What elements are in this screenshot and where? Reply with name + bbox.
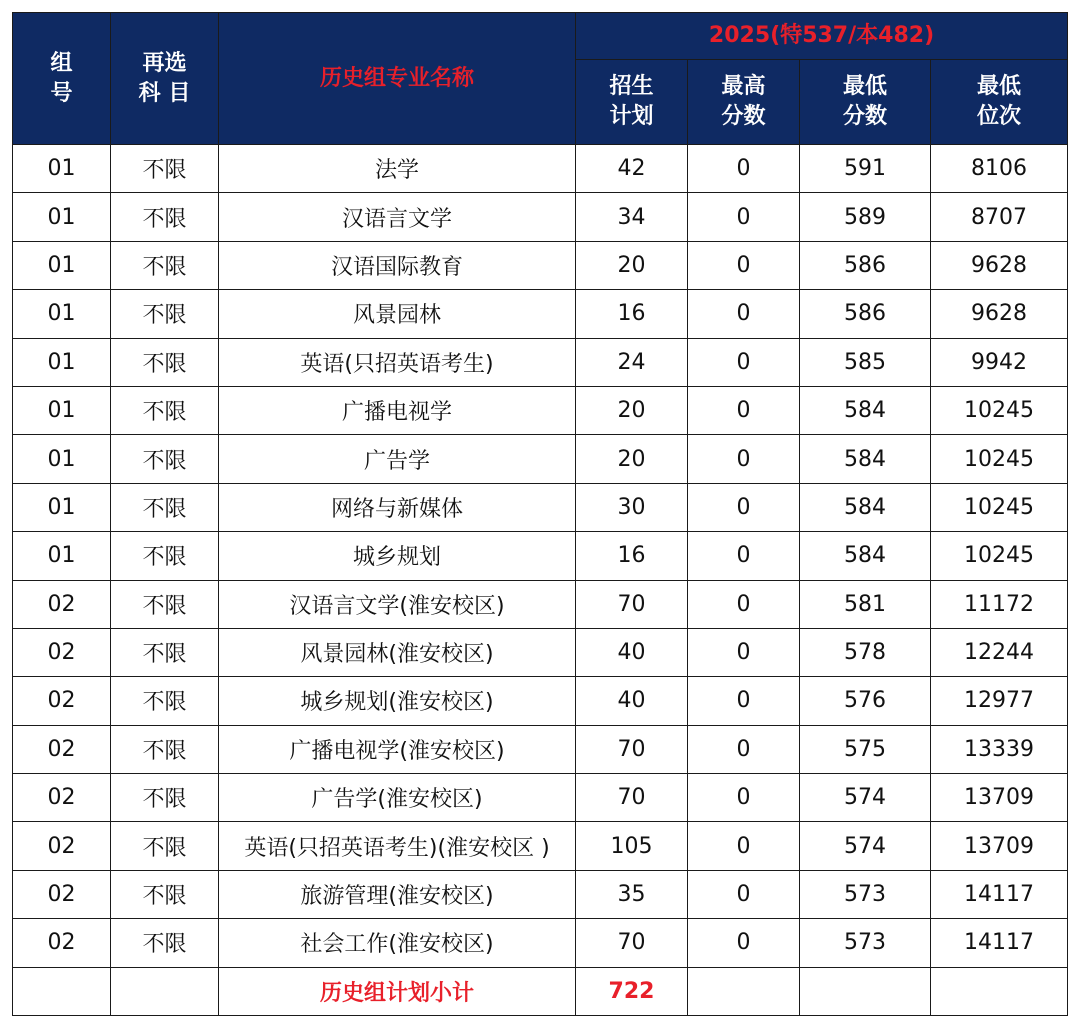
cell-reselect-subject: 不限: [111, 919, 219, 967]
cell-min-rank: 9628: [931, 290, 1068, 338]
cell-reselect-subject: 不限: [111, 628, 219, 676]
table-row: [13, 774, 1068, 822]
cell-group: 02: [13, 725, 111, 773]
cell-min-rank: 13709: [931, 774, 1068, 822]
cell-reselect-subject: 不限: [111, 338, 219, 386]
cell-major-name: 英语(只招英语考生)(淮安校区 ): [219, 822, 576, 870]
subtotal-empty-min: [800, 967, 931, 1015]
cell-reselect-subject: 不限: [111, 290, 219, 338]
cell-reselect-subject: 不限: [111, 435, 219, 483]
cell-min-score: 578: [800, 628, 931, 676]
cell-major-name: 社会工作(淮安校区): [219, 919, 576, 967]
cell-reselect-subject: 不限: [111, 677, 219, 725]
cell-group: 02: [13, 628, 111, 676]
cell-group: 01: [13, 290, 111, 338]
cell-max-score: 0: [688, 919, 800, 967]
cell-plan: 34: [576, 193, 688, 241]
cell-max-score: 0: [688, 241, 800, 289]
subtotal-empty-subject: [111, 967, 219, 1015]
cell-major-name: 广播电视学(淮安校区): [219, 725, 576, 773]
table-header: [13, 13, 1068, 145]
cell-plan: 16: [576, 532, 688, 580]
subtotal-empty-rank: [931, 967, 1068, 1015]
header-max-score: 最高 分数: [688, 60, 800, 145]
cell-min-score: 591: [800, 145, 931, 193]
cell-min-score: 576: [800, 677, 931, 725]
cell-max-score: 0: [688, 145, 800, 193]
table-row: [13, 677, 1068, 725]
cell-max-score: 0: [688, 870, 800, 918]
cell-group: 01: [13, 145, 111, 193]
subtotal-empty-max: [688, 967, 800, 1015]
table-row: [13, 386, 1068, 434]
cell-plan: 70: [576, 774, 688, 822]
cell-plan: 70: [576, 580, 688, 628]
cell-plan: 20: [576, 386, 688, 434]
cell-min-rank: 14117: [931, 870, 1068, 918]
cell-min-score: 574: [800, 774, 931, 822]
cell-max-score: 0: [688, 628, 800, 676]
cell-reselect-subject: 不限: [111, 483, 219, 531]
cell-group: 01: [13, 338, 111, 386]
cell-group: 01: [13, 435, 111, 483]
cell-max-score: 0: [688, 483, 800, 531]
cell-major-name: 城乡规划(淮安校区): [219, 677, 576, 725]
cell-max-score: 0: [688, 290, 800, 338]
cell-major-name: 网络与新媒体: [219, 483, 576, 531]
cell-min-score: 574: [800, 822, 931, 870]
cell-major-name: 英语(只招英语考生): [219, 338, 576, 386]
cell-plan: 42: [576, 145, 688, 193]
table-row: [13, 145, 1068, 193]
table-footer: [13, 967, 1068, 1015]
subtotal-row: [13, 967, 1068, 1015]
cell-plan: 20: [576, 241, 688, 289]
cell-min-rank: 12244: [931, 628, 1068, 676]
cell-max-score: 0: [688, 677, 800, 725]
cell-max-score: 0: [688, 774, 800, 822]
cell-min-rank: 13339: [931, 725, 1068, 773]
cell-major-name: 城乡规划: [219, 532, 576, 580]
cell-min-rank: 14117: [931, 919, 1068, 967]
table-row: [13, 628, 1068, 676]
cell-plan: 24: [576, 338, 688, 386]
cell-group: 01: [13, 483, 111, 531]
cell-min-rank: 8106: [931, 145, 1068, 193]
cell-reselect-subject: 不限: [111, 870, 219, 918]
cell-reselect-subject: 不限: [111, 532, 219, 580]
header-min-rank: 最低 位次: [931, 60, 1068, 145]
header-major-name: 历史组专业名称: [219, 13, 576, 145]
cell-min-score: 581: [800, 580, 931, 628]
cell-plan: 16: [576, 290, 688, 338]
cell-plan: 20: [576, 435, 688, 483]
cell-group: 01: [13, 241, 111, 289]
table-row: [13, 580, 1068, 628]
cell-major-name: 广告学: [219, 435, 576, 483]
cell-major-name: 法学: [219, 145, 576, 193]
subtotal-label: 历史组计划小计: [219, 967, 576, 1015]
table-row: [13, 435, 1068, 483]
cell-min-score: 584: [800, 386, 931, 434]
cell-group: 02: [13, 677, 111, 725]
cell-major-name: 汉语国际教育: [219, 241, 576, 289]
cell-min-rank: 10245: [931, 386, 1068, 434]
cell-max-score: 0: [688, 193, 800, 241]
cell-plan: 70: [576, 919, 688, 967]
cell-reselect-subject: 不限: [111, 241, 219, 289]
subtotal-value: 722: [576, 967, 688, 1015]
cell-min-rank: 10245: [931, 532, 1068, 580]
cell-major-name: 风景园林(淮安校区): [219, 628, 576, 676]
table-row: [13, 241, 1068, 289]
cell-max-score: 0: [688, 532, 800, 580]
table-row: [13, 532, 1068, 580]
cell-min-rank: 13709: [931, 822, 1068, 870]
table-body: [13, 145, 1068, 968]
table-row: [13, 483, 1068, 531]
cell-min-score: 584: [800, 532, 931, 580]
cell-plan: 30: [576, 483, 688, 531]
admission-table: [12, 12, 1068, 1016]
cell-plan: 40: [576, 628, 688, 676]
cell-min-score: 584: [800, 435, 931, 483]
cell-reselect-subject: 不限: [111, 145, 219, 193]
cell-group: 02: [13, 919, 111, 967]
cell-major-name: 旅游管理(淮安校区): [219, 870, 576, 918]
cell-reselect-subject: 不限: [111, 193, 219, 241]
cell-max-score: 0: [688, 338, 800, 386]
header-reselect-subject: 再选 科 目: [111, 13, 219, 145]
cell-min-score: 586: [800, 290, 931, 338]
cell-major-name: 汉语言文学: [219, 193, 576, 241]
cell-reselect-subject: 不限: [111, 822, 219, 870]
cell-group: 02: [13, 774, 111, 822]
cell-major-name: 广告学(淮安校区): [219, 774, 576, 822]
cell-min-score: 584: [800, 483, 931, 531]
cell-major-name: 风景园林: [219, 290, 576, 338]
cell-min-rank: 8707: [931, 193, 1068, 241]
cell-reselect-subject: 不限: [111, 725, 219, 773]
cell-min-rank: 9942: [931, 338, 1068, 386]
cell-max-score: 0: [688, 386, 800, 434]
cell-min-rank: 9628: [931, 241, 1068, 289]
cell-reselect-subject: 不限: [111, 386, 219, 434]
table-row: [13, 870, 1068, 918]
cell-reselect-subject: 不限: [111, 580, 219, 628]
cell-min-score: 573: [800, 919, 931, 967]
cell-min-score: 573: [800, 870, 931, 918]
table-row: [13, 290, 1068, 338]
subtotal-empty-group: [13, 967, 111, 1015]
cell-max-score: 0: [688, 435, 800, 483]
cell-major-name: 广播电视学: [219, 386, 576, 434]
cell-min-score: 586: [800, 241, 931, 289]
cell-max-score: 0: [688, 822, 800, 870]
cell-max-score: 0: [688, 725, 800, 773]
table-row: [13, 822, 1068, 870]
table-row: [13, 338, 1068, 386]
table-row: [13, 193, 1068, 241]
cell-group: 02: [13, 870, 111, 918]
cell-group: 01: [13, 193, 111, 241]
cell-group: 01: [13, 532, 111, 580]
cell-min-score: 589: [800, 193, 931, 241]
header-plan: 招生 计划: [576, 60, 688, 145]
header-year-span: 2025(特537/本482): [576, 13, 1068, 60]
cell-min-rank: 10245: [931, 435, 1068, 483]
cell-min-score: 585: [800, 338, 931, 386]
table-row: [13, 919, 1068, 967]
cell-major-name: 汉语言文学(淮安校区): [219, 580, 576, 628]
cell-min-rank: 10245: [931, 483, 1068, 531]
cell-plan: 35: [576, 870, 688, 918]
header-group-no: 组 号: [13, 13, 111, 145]
cell-plan: 40: [576, 677, 688, 725]
cell-group: 02: [13, 580, 111, 628]
cell-group: 02: [13, 822, 111, 870]
cell-min-rank: 12977: [931, 677, 1068, 725]
table-row: [13, 725, 1068, 773]
cell-plan: 105: [576, 822, 688, 870]
cell-group: 01: [13, 386, 111, 434]
cell-max-score: 0: [688, 580, 800, 628]
cell-reselect-subject: 不限: [111, 774, 219, 822]
cell-min-score: 575: [800, 725, 931, 773]
cell-plan: 70: [576, 725, 688, 773]
cell-min-rank: 11172: [931, 580, 1068, 628]
header-min-score: 最低 分数: [800, 60, 931, 145]
